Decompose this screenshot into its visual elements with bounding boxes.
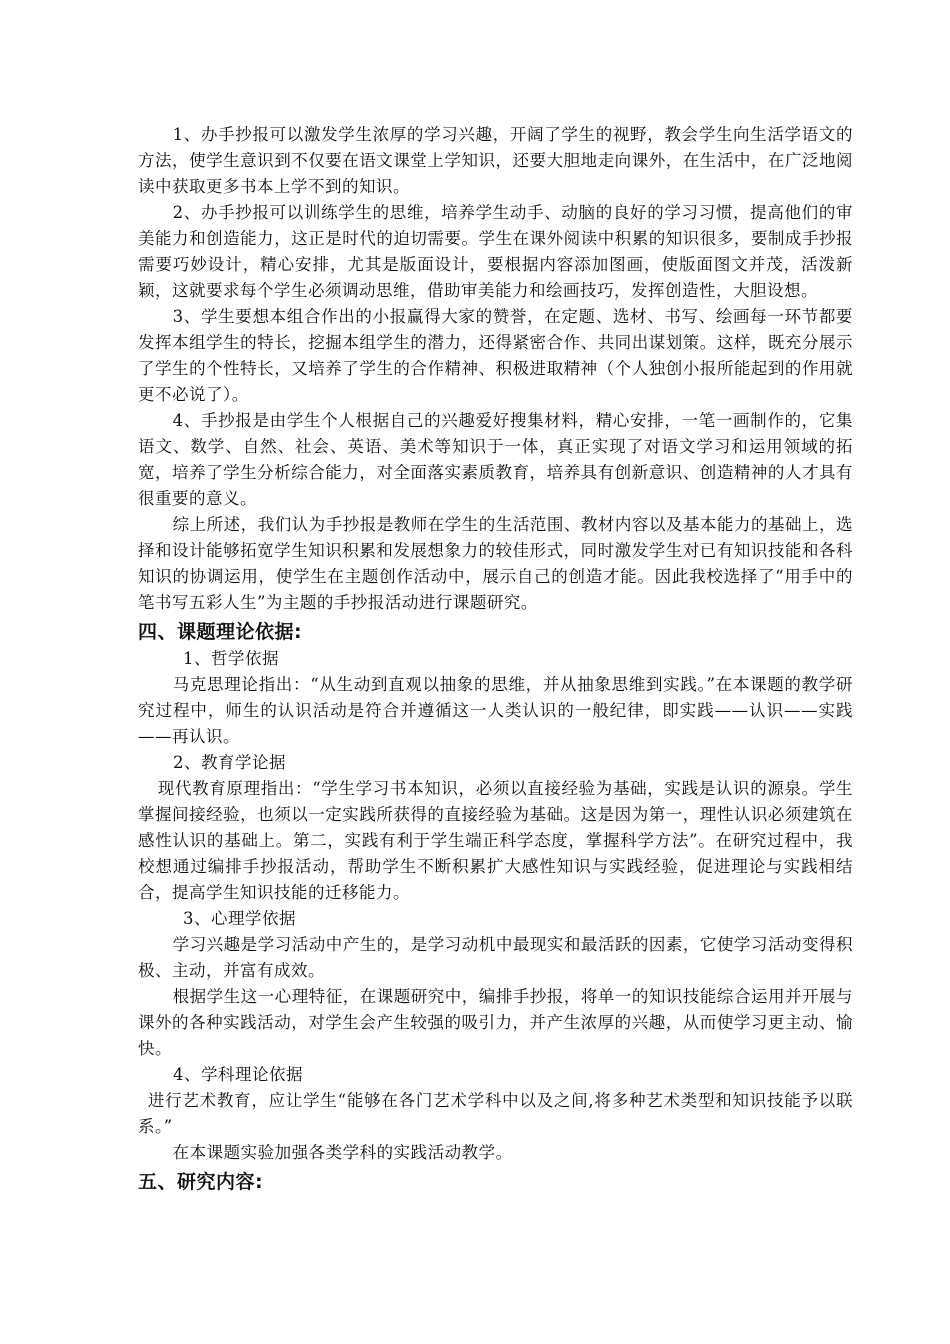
section-4-heading: 四、课题理论依据: — [138, 621, 303, 643]
subsection-4-title: 4、学科理论依据 — [173, 1065, 303, 1084]
paragraph-3: 3、学生要想本组合作出的小报赢得大家的赞誉，在定题、选材、书写、绘画每一环节都要发挥本组学生的特长，挖掘本组学生的潜力，还得紧密合作、共同出谋划策。这样，既充分展示了学生的个性特长，又培养了学生的合作精神、积极进取精神（个人独创小报所能起到的作用就更不必说了）。 — [138, 307, 853, 404]
paragraph-4: 4、手抄报是由学生个人根据自己的兴趣爱好搜集材料，精心安排，一笔一画制作的，它集语文、数学、自然、社会、英语、美术等知识于一体，真正实现了对语文学习和运用领域的拓宽，培养了学生分析综合能力，对全面落实素质教育，培养具有创新意识、创造精神的人才具有很重要的意义。 — [138, 411, 853, 508]
subsection-3-text-1: 学习兴趣是学习活动中产生的，是学习动机中最现实和最活跃的因素，它使学习活动变得积极、主动，并富有成效。 — [138, 935, 853, 980]
subsection-3-text-2: 根据学生这一心理特征，在课题研究中，编排手抄报，将单一的知识技能综合运用并开展与课外的各种实践活动，对学生会产生较强的吸引力，并产生浓厚的兴趣，从而使学习更主动、愉快。 — [138, 987, 853, 1058]
paragraph-summary: 综上所述，我们认为手抄报是教师在学生的生活范围、教材内容以及基本能力的基础上，选择和设计能够拓宽学生知识积累和发展想象力的较佳形式，同时激发学生对已有知识技能和各科知识的协调运用，使学生在主题创作活动中，展示自己的创造才能。因此我校选择了“用手中的笔书写五彩人生”为主题的手抄报活动进行课题研究。 — [138, 515, 853, 612]
subsection-2-title: 2、教育学论据 — [173, 753, 286, 772]
subsection-2-text: 现代教育原理指出：“学生学习书本知识，必须以直接经验为基础，实践是认识的源泉。学生掌握间接经验，也须以一定实践所获得的直接经验为基础。这是因为第一，理性认识必须建筑在感性认识的基础上。第二，实践有利于学生端正科学态度，掌握科学方法”。在研究过程中，我校想通过编排手抄报活动，帮助学生不断积累扩大感性知识与实践经验，促进理论与实践相结合，提高学生知识技能的迁移能力。 — [138, 779, 853, 902]
subsection-1-title: 1、哲学依据 — [183, 649, 279, 668]
subsection-3-title: 3、心理学依据 — [183, 909, 296, 928]
document-page — [138, 122, 853, 1196]
subsection-4-text-2: 在本课题实验加强各类学科的实践活动教学。 — [172, 1143, 513, 1162]
paragraph-1: 1、办手抄报可以激发学生浓厚的学习兴趣，开阔了学生的视野，教会学生向生活学语文的方法，使学生意识到不仅要在语文课堂上学知识，还要大胆地走向课外，在生活中，在广泛地阅读中获取更多书本上学不到的知识。 — [138, 125, 853, 196]
section-5-heading: 五、研究内容: — [138, 1171, 264, 1193]
subsection-1-text: 马克思理论指出：“从生动到直观以抽象的思维，并从抽象思维到实践。”在本课题的教学研究过程中，师生的认识活动是符合并遵循这一人类认识的一般纪律，即实践——认识——实践——再认识。 — [138, 675, 853, 746]
subsection-4-text-1: 进行艺术教育，应让学生“能够在各门艺术学科中以及之间,将多种艺术类型和知识技能予以联系。” — [138, 1091, 853, 1136]
paragraph-2: 2、办手抄报可以训练学生的思维，培养学生动手、动脑的良好的学习习惯，提高他们的审美能力和创造能力，这正是时代的迫切需要。学生在课外阅读中积累的知识很多，要制成手抄报需要巧妙设计，精心安排，尤其是版面设计，要根据内容添加图画，使版面图文并茂，活泼新颖，这就要求每个学生必须调动思维，借助审美能力和绘画技巧，发挥创造性，大胆设想。 — [138, 203, 853, 300]
